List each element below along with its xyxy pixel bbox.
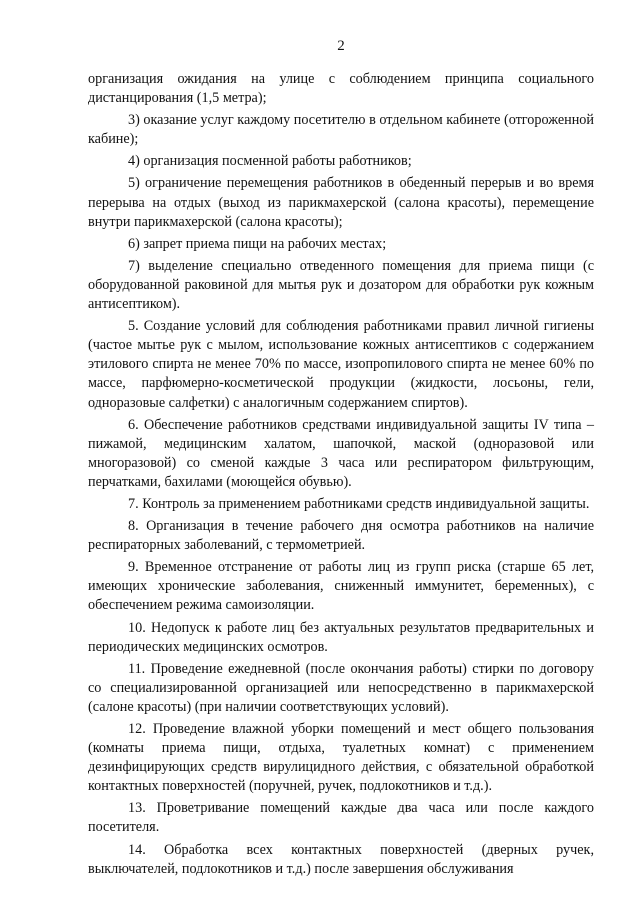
document-paragraph: 12. Проведение влажной уборки помещений и мест общего пользования (комнаты приема пищи, отдыха, туалетных комнат) с применением дезинфицирующих средств вирулицидного действия, с обязательной обработкой контактных поверхностей (поручней, ручек, подлокотников и т.д.). [88,721,594,795]
page-number: 2 [337,38,345,54]
document-paragraph: 4) организация посменной работы работников; [128,153,412,170]
document-paragraph: 9. Временное отстранение от работы лиц из групп риска (старше 65 лет, имеющих хронические заболевания, сниженный иммунитет, беременных), с обеспечением режима самоизоляции. [88,559,594,614]
document-paragraph: организация ожидания на улице с соблюдением принципа социального дистанцирования (1,5 метра); [88,71,594,107]
document-paragraph: 10. Недопуск к работе лиц без актуальных результатов предварительных и периодических медицинских осмотров. [88,619,594,655]
document-body [88,70,594,879]
document-paragraph: 14. Обработка всех контактных поверхностей (дверных ручек, выключателей, подлокотников и т.д.) после завершения обслуживания [88,841,594,877]
document-paragraph: 6) запрет приема пищи на рабочих местах; [128,235,387,252]
document-paragraph: 5) ограничение перемещения работников в обеденный перерыв и во время перерыва на отдых (выход из парикмахерской (салона красоты), перемещение внутри парикмахерской (салона красоты); [88,175,594,230]
document-paragraph: 7. Контроль за применением работниками средств индивидуальной защиты. [128,495,590,512]
document-paragraph: 8. Организация в течение рабочего дня осмотра работников на наличие респираторных заболеваний, с термометрией. [88,518,594,554]
document-paragraph: 13. Проветривание помещений каждые два часа или после каждого посетителя. [88,800,594,836]
document-paragraph: 11. Проведение ежедневной (после окончания работы) стирки по договору со специализированной организацией или непосредственно в парикмахерской (салоне красоты) (при наличии соответствующих условий). [88,660,594,715]
document-paragraph: 6. Обеспечение работников средствами индивидуальной защиты IV типа – пижамой, медицинским халатом, шапочкой, маской (одноразовой или многоразовой) со сменой каждые 3 часа или респиратором фильтрующим, перчатками, бахилами (моющейся обувью). [88,416,594,490]
document-paragraph: 5. Создание условий для соблюдения работниками правил личной гигиены (частое мытье рук с мылом, использование кожных антисептиков с содержанием этилового спирта не менее 70% по массе, изопропилового спирта не менее 60% по массе, парфюмерно-косметической продукции (жидкости, лосьоны, гели, одноразовые салфетки) с аналогичным содержанием спиртов). [88,318,594,411]
document-paragraph: 3) оказание услуг каждому посетителю в отдельном кабинете (отгороженной кабине); [88,112,594,148]
document-paragraph: 7) выделение специально отведенного помещения для приема пищи (с оборудованной раковиной для мытья рук и дозатором для обработки рук кожным антисептиком). [88,257,594,313]
